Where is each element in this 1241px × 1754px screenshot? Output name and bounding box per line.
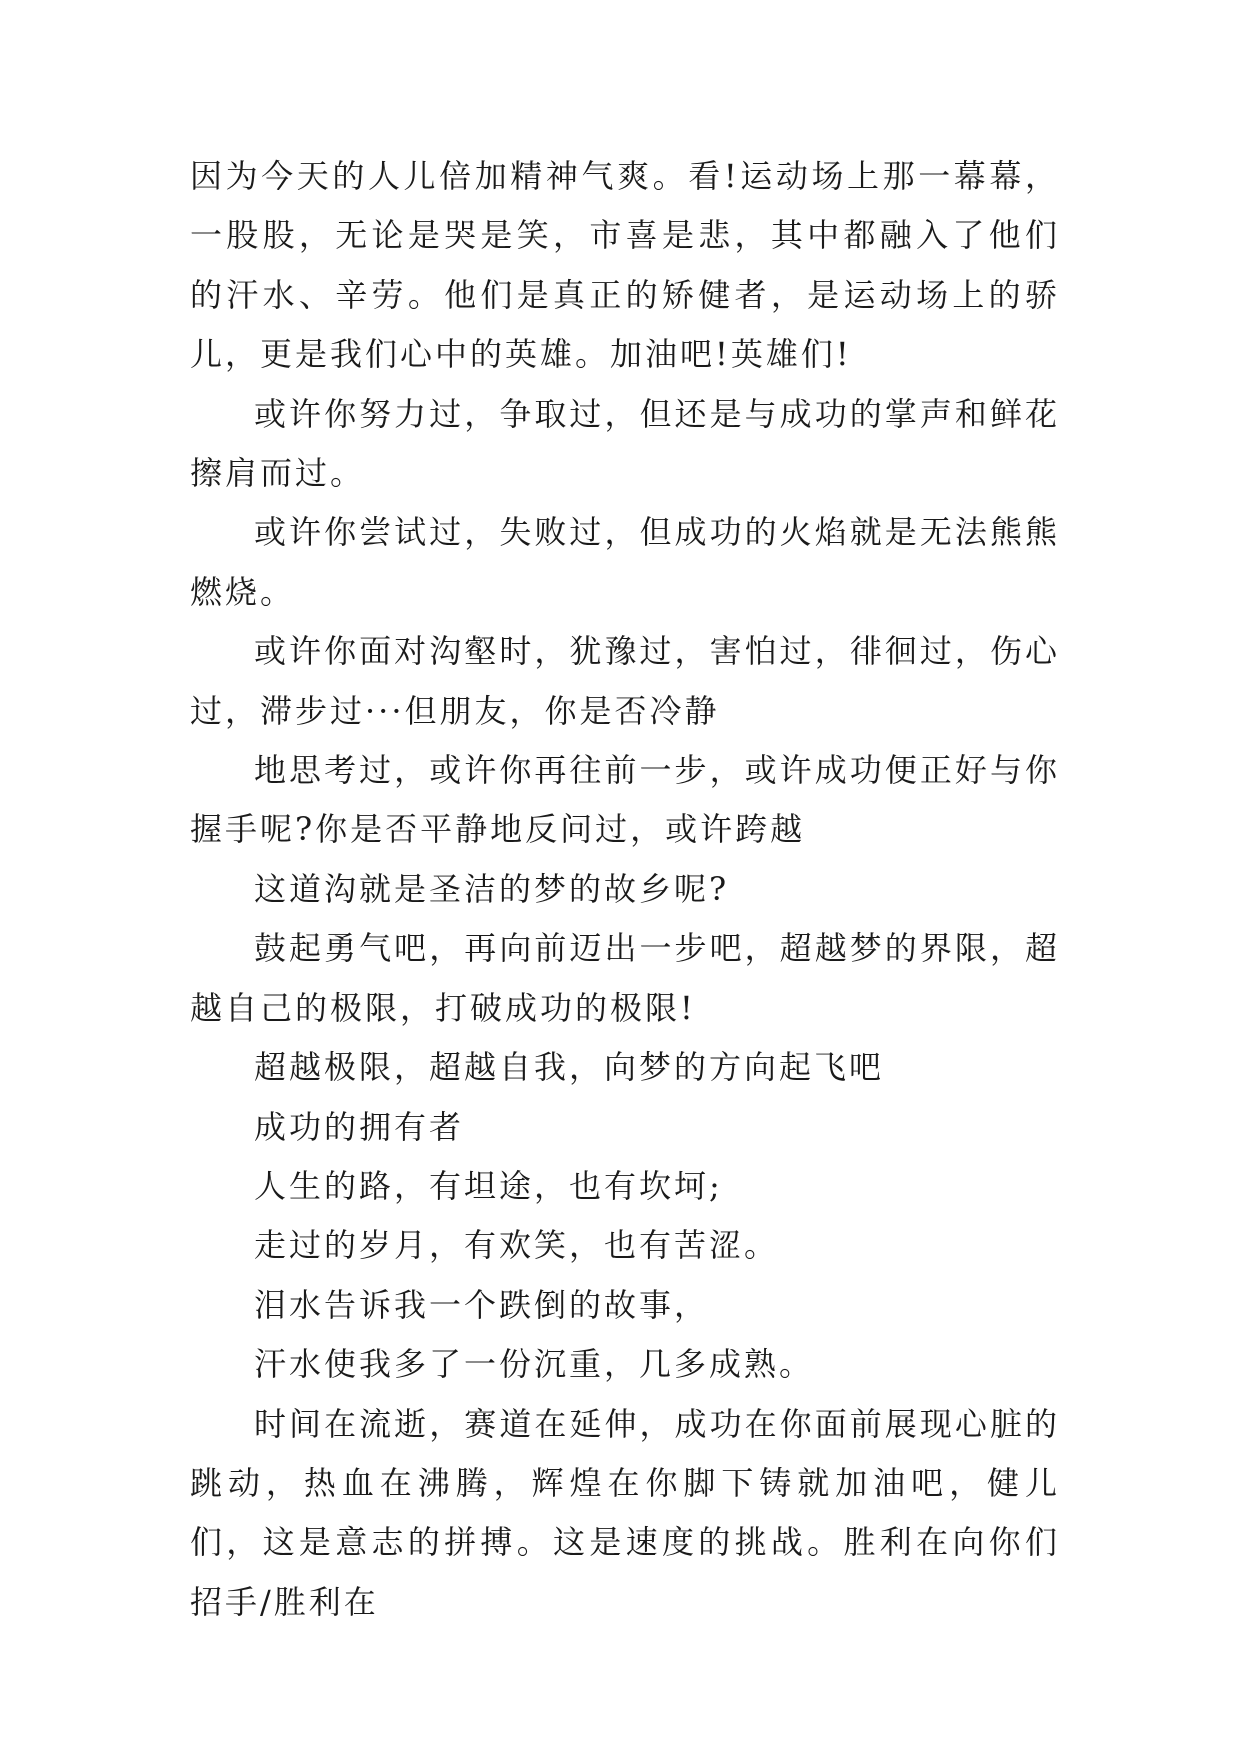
paragraph-2: 或许你努力过，争取过，但还是与成功的掌声和鲜花擦肩而过。 (190, 394, 1060, 493)
paragraph-9: 成功的拥有者 (254, 1107, 465, 1146)
paragraph-6: 这道沟就是圣洁的梦的故乡呢? (254, 869, 730, 908)
paragraph-12: 泪水告诉我一个跌倒的故事， (254, 1285, 710, 1324)
body-text (190, 147, 1060, 1632)
paragraph-1: 因为今天的人儿倍加精神气爽。看!运动场上那一幕幕，一股股，无论是哭是笑，市喜是悲，其中都融入了他们的汗水、辛劳。他们是真正的矫健者，是运动场上的骄儿，更是我们心中的英雄。加油吧!英雄们! (190, 157, 1060, 374)
paragraph-4: 或许你面对沟壑时，犹豫过，害怕过，徘徊过，伤心过，滞步过···但朋友，你是否冷静 (190, 632, 1060, 730)
paragraph-11: 走过的岁月，有欢笑，也有苦涩。 (254, 1226, 780, 1265)
paragraph-14: 时间在流逝，赛道在延伸，成功在你面前展现心脏的跳动，热血在沸腾，辉煌在你脚下铸就加油吧，健儿们，这是意志的拼搏。这是速度的挑战。胜利在向你们招手/胜利在 (190, 1404, 1060, 1621)
paragraph-8: 超越极限，超越自我，向梦的方向起飞吧 (254, 1048, 885, 1087)
paragraph-10: 人生的路，有坦途，也有坎坷; (254, 1166, 723, 1205)
paragraph-3: 或许你尝试过，失败过，但成功的火焰就是无法熊熊燃烧。 (190, 513, 1060, 611)
paragraph-13: 汗水使我多了一份沉重，几多成熟。 (254, 1345, 815, 1384)
paragraph-7: 鼓起勇气吧，再向前迈出一步吧，超越梦的界限，超越自己的极限，打破成功的极限! (190, 929, 1060, 1027)
paragraph-5: 地思考过，或许你再往前一步，或许成功便正好与你握手呢?你是否平静地反问过，或许跨越 (190, 751, 1060, 849)
